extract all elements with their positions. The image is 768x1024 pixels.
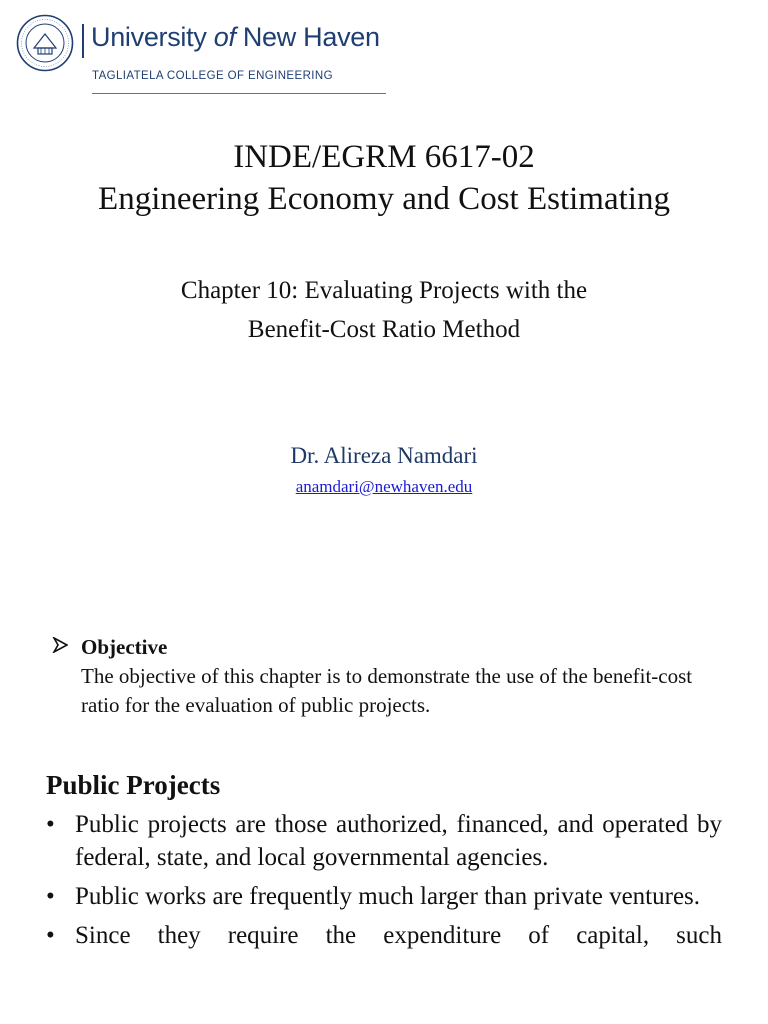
author-email-link[interactable]: anamdari@newhaven.edu: [295, 477, 473, 496]
author-name: Dr. Alireza Namdari: [290, 443, 478, 468]
chapter-title-line1: Chapter 10: Evaluating Projects with the: [180, 277, 588, 304]
course-name: Engineering Economy and Cost Estimating: [98, 181, 670, 217]
list-item-text: Public projects are those authorized, financed, and operated by federal, state, and local governmental agencies.: [75, 811, 722, 871]
list-item: [46, 880, 722, 913]
list-item-text: Public works are frequently much larger than private ventures.: [75, 883, 701, 910]
university-name-of: of: [213, 22, 236, 52]
public-projects-list: [46, 808, 722, 958]
arrowhead-bullet-icon: [52, 633, 72, 662]
objective-section: [52, 633, 732, 720]
public-projects-heading: Public Projects: [46, 770, 221, 800]
bullet-dot-icon: •: [46, 811, 55, 838]
bullet-dot-icon: •: [46, 883, 55, 910]
college-name: TAGLIATELA COLLEGE OF ENGINEERING: [92, 70, 333, 82]
university-seal-icon: [16, 14, 74, 72]
objective-header: [52, 633, 732, 662]
chapter-title-line2: Benefit-Cost Ratio Method: [247, 316, 521, 343]
university-name: [91, 22, 380, 53]
logo-divider: [82, 24, 84, 58]
bullet-dot-icon: •: [46, 922, 55, 949]
list-item: [46, 919, 722, 952]
objective-heading: Objective: [81, 635, 168, 659]
list-item-text: Since they require the expenditure of capital, such: [75, 922, 722, 949]
university-name-part: New Haven: [242, 22, 380, 52]
objective-text: The objective of this chapter is to demonstrate the use of the benefit-cost ratio for the evaluation of public projects.: [81, 664, 693, 717]
header-rule: [92, 93, 386, 94]
list-item: [46, 808, 722, 874]
university-name-part: University: [91, 22, 207, 52]
author-email-container: [0, 476, 768, 498]
course-code: INDE/EGRM 6617-02: [233, 139, 535, 175]
